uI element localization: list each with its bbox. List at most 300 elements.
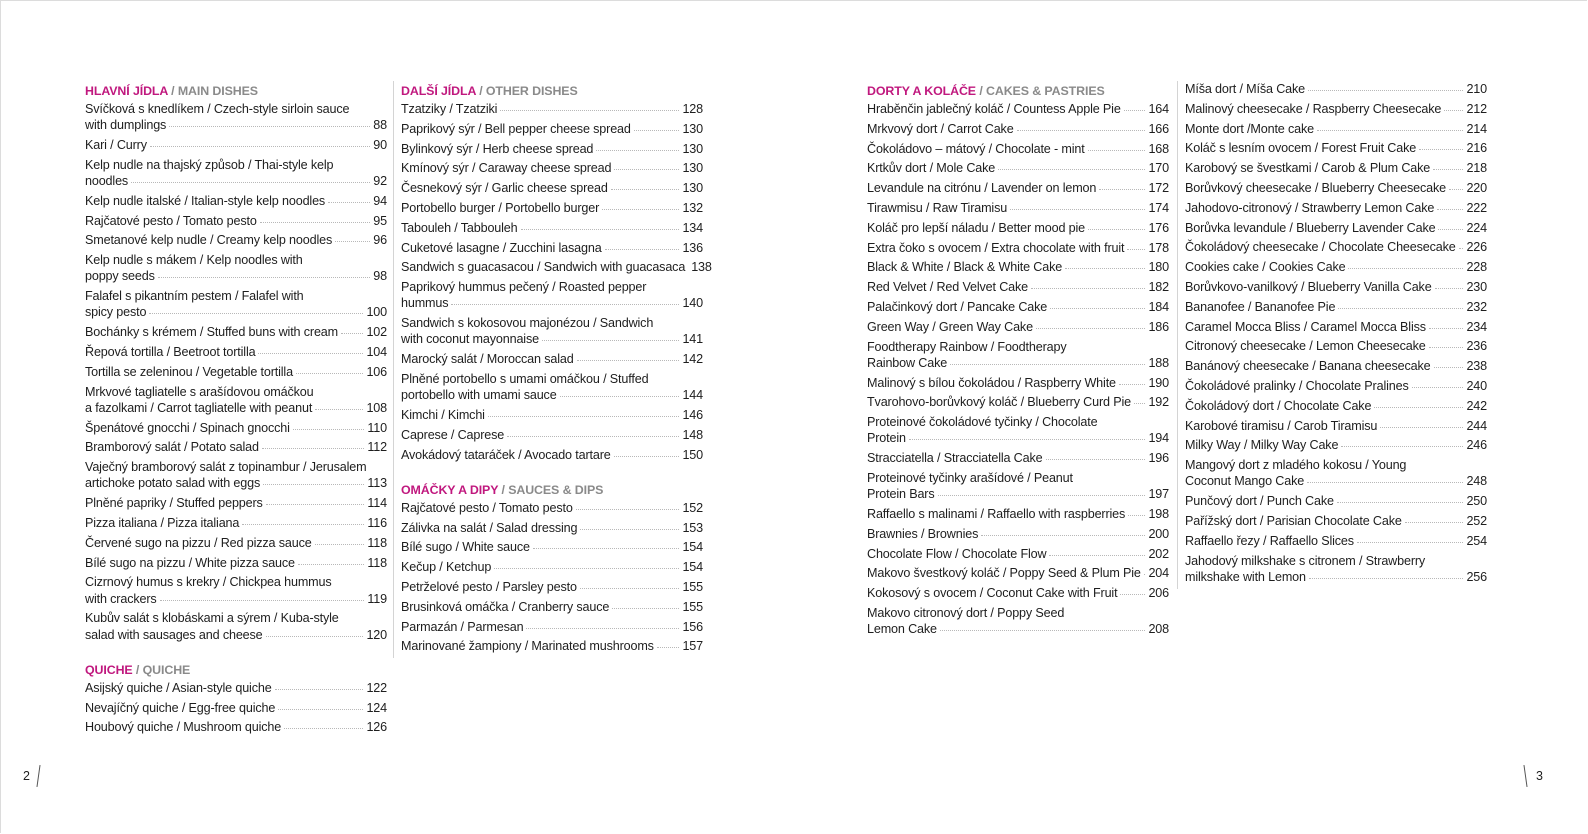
entry-page-number: 246 [1466,438,1487,453]
toc-entry[interactable] [401,520,703,536]
toc-entry[interactable] [401,220,703,236]
toc-section [85,82,387,643]
dot-leader [1031,287,1145,289]
toc-entry[interactable] [401,407,703,423]
toc-entry[interactable] [85,213,387,229]
entry-line [867,141,1169,157]
entry-page-number: 168 [1148,141,1169,156]
toc-entry[interactable] [1185,140,1487,156]
entry-page-number: 250 [1466,494,1487,509]
dot-leader [1434,366,1464,368]
entry-title: Čokoládový dort / Chocolate Cake [1185,398,1372,413]
dot-leader [500,109,679,111]
entry-title-line1: Proteinové tyčinky arašídové / Peanut [867,470,1073,485]
toc-entry[interactable] [1185,200,1487,216]
entry-line [401,160,703,176]
toc-entry[interactable] [85,535,387,551]
entry-page-number: 119 [367,591,387,606]
entry-line [867,101,1169,117]
entry-line [867,546,1169,562]
entry-title: Koláč pro lepší náladu / Better mood pie [867,220,1086,235]
dot-leader [296,372,364,374]
page-number-divider [1523,765,1527,787]
entry-page-number: 152 [682,500,703,515]
toc-entry[interactable] [85,232,387,248]
entry-line [401,101,703,117]
entry-title: Levandule na citrónu / Lavender on lemon [867,181,1097,196]
entry-title-line1: Proteinové čokoládové tyčinky / Chocolate [867,415,1098,430]
entry-line [1185,319,1487,335]
entry-title-line1: Jahodový milkshake s citronem / Strawberry [1185,553,1426,568]
entry-page-number: 190 [1148,375,1169,390]
toc-entry[interactable] [85,719,387,735]
entry-line [1185,437,1487,453]
entry-title: Petrželové pesto / Parsley pesto [401,579,577,594]
dot-leader [596,149,679,151]
dot-leader [293,428,365,430]
entry-title: Mrkvový dort / Carrot Cake [867,121,1014,136]
entry-title: Borůvkovo-vanilkový / Blueberry Vanilla Cake [1185,279,1432,294]
entry-line [401,141,703,157]
dot-leader [1017,129,1146,131]
entry-title-line1: Plněné portobello s umami omáčkou / Stuffed [401,371,649,386]
entry-page-number: 104 [366,344,387,359]
entry-title: salad with sausages and cheese [85,627,263,642]
toc-entry[interactable] [867,526,1169,542]
dot-leader [612,607,679,609]
entry-line [1185,569,1487,585]
entry-line [867,259,1169,275]
section-title-cz: DORTY A KOLÁČE [867,84,976,98]
entry-line [1185,121,1487,137]
entry-title: Kari / Curry [85,138,147,152]
entry-page-number: 182 [1148,280,1169,295]
toc-entry[interactable] [85,700,387,716]
entry-line [867,279,1169,295]
toc-entry[interactable] [401,279,703,311]
toc-entry[interactable] [867,605,1169,637]
entry-page-number: 148 [682,427,703,442]
entry-line [85,627,387,643]
dot-leader [940,629,1146,631]
entry-title-line1: Svíčková s knedlíkem / Czech-style sirloin sauce [85,102,350,116]
entry-page-number: 154 [682,540,703,555]
toc-entry[interactable] [85,157,387,189]
toc-entry[interactable] [867,546,1169,562]
entry-page-number: 116 [367,515,387,530]
dot-leader [1338,307,1463,309]
entry-page-number: 142 [682,352,703,367]
toc-entry[interactable] [401,619,703,635]
toc-entry[interactable] [85,193,387,209]
section-heading [401,82,703,100]
dot-leader [1144,573,1146,575]
toc-entry[interactable] [401,638,703,654]
entry-title: Black & White / Black & White Cake [867,260,1063,275]
entry-page-number: 136 [682,240,703,255]
toc-entry[interactable] [1185,220,1487,236]
toc-entry[interactable] [867,220,1169,236]
dot-leader [1357,541,1464,543]
toc-entry[interactable] [401,101,703,117]
entry-line [867,240,1169,256]
toc-entry[interactable] [867,101,1169,117]
entry-line [867,375,1169,391]
entry-page-number: 216 [1466,141,1487,156]
toc-entry[interactable] [1185,299,1487,315]
dot-leader [451,303,679,305]
entry-title: Rajčatové pesto / Tomato pesto [401,500,573,515]
entry-line [867,621,1169,637]
entry-line [401,180,703,196]
entry-page-number: 192 [1148,395,1169,410]
toc-entry[interactable] [867,141,1169,157]
entry-title: artichoke potato salad with eggs [85,476,261,491]
entry-line [1185,418,1487,434]
toc-entry[interactable] [85,610,387,642]
toc-entry[interactable] [85,344,387,360]
dot-leader [1412,386,1464,388]
entry-title: Česnekový sýr / Garlic cheese spread [401,181,608,196]
toc-entry[interactable] [401,351,703,367]
toc-entry[interactable] [867,450,1169,466]
entry-page-number: 222 [1466,200,1487,215]
dot-leader [263,483,364,485]
toc-entry[interactable] [1185,513,1487,529]
entry-line [85,439,387,455]
entry-title: Cookies cake / Cookies Cake [1185,260,1346,275]
entry-page-number: 106 [366,364,387,379]
entry-line [85,232,387,248]
toc-entry[interactable] [1185,239,1487,255]
entry-page-number: 138 [691,260,712,275]
section-title-en: QUICHE [142,662,191,677]
dot-leader [335,240,370,242]
toc-column-1 [85,81,387,739]
toc-entry[interactable] [867,585,1169,601]
toc-entry[interactable] [85,324,387,340]
entry-title: Citronový cheesecake / Lemon Cheesecake [1185,339,1426,354]
entry-line [1185,299,1487,315]
entry-page-number: 242 [1466,398,1487,413]
entry-line [867,585,1169,601]
dot-leader [526,627,679,629]
toc-entry[interactable] [1185,121,1487,137]
dot-leader [315,543,365,545]
entry-title: Nevajíčný quiche / Egg-free quiche [85,700,276,715]
toc-entry[interactable] [401,259,712,275]
toc-entry[interactable] [1185,398,1487,414]
section-heading [85,661,387,679]
toc-entry[interactable] [85,459,387,491]
entry-page-number: 234 [1466,319,1487,334]
toc-section [867,82,1169,637]
dot-leader [1099,188,1145,190]
entry-title: Paprikový sýr / Bell pepper cheese spread [401,121,631,136]
entry-page-number: 146 [682,407,703,422]
entry-page-number: 244 [1466,418,1487,433]
entry-line [401,447,703,463]
toc-entry[interactable] [401,180,703,196]
dot-leader [998,168,1145,170]
entry-title: Brusinková omáčka / Cranberry sauce [401,599,610,614]
entry-title: Malinový s bílou čokoládou / Raspberry White [867,375,1116,390]
section-title-separator: / [167,84,178,98]
entry-title: Raffaello s malinami / Raffaello with raspberries [867,506,1126,521]
entry-page-number: 100 [366,305,387,320]
entry-line [401,500,703,516]
entry-page-number: 256 [1466,569,1487,584]
dot-leader [284,727,363,729]
toc-entry[interactable] [85,680,387,696]
dot-leader [242,523,364,525]
toc-entry[interactable] [85,574,387,606]
page-number-right [1525,765,1543,787]
entry-line [401,599,703,615]
toc-entry[interactable] [85,420,387,436]
toc-entry[interactable] [867,240,1169,256]
entry-title: Banánový cheesecake / Banana cheesecake [1185,359,1431,374]
toc-entry[interactable] [1185,457,1487,489]
entry-line [1185,493,1487,509]
toc-entry[interactable] [401,500,703,516]
entry-page-number: 118 [367,555,387,570]
dot-leader [1128,514,1145,516]
entry-page-number: 226 [1466,240,1487,255]
dot-leader [1120,593,1145,595]
entry-page-number: 130 [682,121,703,136]
entry-title: Makovo švestkový koláč / Poppy Seed & Plum Pie [867,566,1141,581]
toc-entry[interactable] [401,559,703,575]
entry-title-line1: Vaječný bramborový salát z topinambur / Jerusalem [85,460,367,475]
toc-entry[interactable] [1185,418,1487,434]
toc-entry[interactable] [85,288,387,320]
entry-line [85,700,387,716]
dot-leader [1429,346,1464,348]
entry-line [867,486,1169,502]
toc-entry[interactable] [867,180,1169,196]
page-number-left [23,765,39,787]
entry-line [867,450,1169,466]
dot-leader [1308,89,1463,91]
toc-entry[interactable] [867,319,1169,335]
toc-entry[interactable] [1185,437,1487,453]
dot-leader [1050,307,1145,309]
toc-entry[interactable] [401,579,703,595]
entry-page-number: 130 [682,181,703,196]
entry-title: Tvarohovo-borůvkový koláč / Blueberry Curd Pie [867,395,1131,410]
entry-title: Pizza italiana / Pizza italiana [85,515,240,530]
entry-page-number: 238 [1466,359,1487,374]
entry-page-number: 98 [373,269,387,284]
entry-title: noodles [85,174,129,188]
entry-title: Punčový dort / Punch Cake [1185,494,1334,509]
dot-leader [158,276,371,278]
entry-page-number: 236 [1466,339,1487,354]
toc-entry[interactable] [85,101,387,133]
entry-page-number: 128 [682,102,703,116]
entry-title: Bílé sugo na pizzu / White pizza sauce [85,555,295,570]
entry-line [1185,338,1487,354]
dot-leader [150,145,370,147]
toc-entry[interactable] [1185,358,1487,374]
entry-line [85,475,387,491]
entry-line [1185,81,1487,97]
section-title-en: CAKES & PASTRIES [986,84,1105,98]
toc-entry[interactable] [1185,378,1487,394]
entry-title: Milky Way / Milky Way Cake [1185,438,1339,453]
dot-leader [533,547,680,549]
toc-entry[interactable] [867,565,1169,581]
toc-entry[interactable] [1185,338,1487,354]
entry-line [1185,473,1487,489]
toc-entry[interactable] [867,414,1169,446]
entry-line [85,719,387,735]
toc-entry[interactable] [85,495,387,511]
dot-leader [258,352,363,354]
toc-entry[interactable] [867,506,1169,522]
entry-title-line1: Falafel s pikantním pestem / Falafel with [85,289,304,304]
dot-leader [328,201,370,203]
dot-leader [605,248,680,250]
toc-entry[interactable] [401,599,703,615]
toc-entry[interactable] [1185,533,1487,549]
entry-page-number: 95 [373,213,387,228]
dot-leader [494,567,679,569]
toc-entry[interactable] [401,539,703,555]
entry-page-number: 170 [1148,161,1169,176]
toc-entry[interactable] [1185,553,1487,585]
dot-leader [560,395,680,397]
toc-entry[interactable] [867,279,1169,295]
toc-entry[interactable] [1185,493,1487,509]
entry-line [85,268,387,284]
toc-entry[interactable] [867,339,1169,371]
dot-leader [315,408,363,410]
entry-title: Protein [867,431,906,446]
toc-entry[interactable] [1185,160,1487,176]
toc-entry[interactable] [85,364,387,380]
toc-entry[interactable] [867,121,1169,137]
toc-entry[interactable] [401,141,703,157]
entry-page-number: 212 [1466,101,1487,116]
toc-entry[interactable] [401,371,703,403]
entry-line [85,515,387,531]
entry-title: Kelp nudle italské / Italian-style kelp noodles [85,193,326,208]
entry-title: portobello with umami sauce [401,388,557,403]
toc-entry[interactable] [867,299,1169,315]
entry-line [401,351,703,367]
entry-page-number: 228 [1466,260,1487,275]
toc-entry[interactable] [867,470,1169,502]
toc-entry[interactable] [401,427,703,443]
toc-entry[interactable] [1185,180,1487,196]
toc-entry[interactable] [401,240,703,256]
dot-leader [580,587,680,589]
entry-page-number: 186 [1148,319,1169,334]
dot-leader [1127,248,1145,250]
toc-entry[interactable] [1185,319,1487,335]
section-title-separator: / [475,84,486,98]
entry-line [401,259,712,275]
toc-entry[interactable] [867,200,1169,216]
entry-page-number: 90 [373,138,387,152]
entry-title: Marocký salát / Moroccan salad [401,352,574,367]
entry-page-number: 197 [1148,487,1169,502]
entry-title: Protein Bars [867,487,935,502]
entry-page-number: 200 [1148,526,1169,541]
entry-page-number: 232 [1466,299,1487,314]
dot-leader [1134,402,1145,404]
entry-page-number: 174 [1148,200,1169,215]
entry-page-number: 110 [367,420,387,435]
toc-entry[interactable] [1185,259,1487,275]
entry-line [85,400,387,416]
dot-leader [266,503,365,505]
toc-entry[interactable] [867,259,1169,275]
entry-title: Červené sugo na pizzu / Red pizza sauce [85,535,312,550]
dot-leader [1438,228,1463,230]
toc-entry[interactable] [85,439,387,455]
entry-title: Caprese / Caprese [401,427,505,442]
entry-line [1185,101,1487,117]
entry-line [401,619,703,635]
section-title-separator: / [498,482,509,497]
dot-leader [580,528,679,530]
toc-section [401,82,712,463]
entry-title: Řepová tortilla / Beetroot tortilla [85,344,256,359]
toc-entry[interactable] [401,315,703,347]
entry-page-number: 252 [1466,513,1487,528]
entry-title: Kimchi / Kimchi [401,407,485,422]
entry-title: Portobello burger / Portobello burger [401,200,600,215]
toc-entry[interactable] [401,447,703,463]
entry-title-line1: Sandwich s kokosovou majonézou / Sandwich [401,316,654,331]
toc-entry[interactable] [867,375,1169,391]
toc-entry[interactable] [85,515,387,531]
dot-leader [576,508,680,510]
toc-entry[interactable] [85,252,387,284]
page-number-divider [36,765,40,787]
entry-line [867,394,1169,410]
entry-title: Kmínový sýr / Caraway cheese spread [401,161,612,176]
toc-entry[interactable] [401,200,703,216]
toc-entry[interactable] [1185,101,1487,117]
entry-title-line1: Kelp nudle s mákem / Kelp noodles with [85,253,303,268]
dot-leader [1049,554,1145,556]
toc-section [85,661,387,736]
toc-entry[interactable] [1185,81,1487,97]
entry-title: Špenátové gnocchi / Spinach gnocchi [85,420,290,435]
toc-entry[interactable] [401,160,703,176]
toc-entry[interactable] [85,555,387,571]
entry-line [1185,220,1487,236]
dot-leader [981,534,1145,536]
entry-line [1185,513,1487,529]
entry-page-number: 155 [682,599,703,614]
toc-entry[interactable] [867,394,1169,410]
toc-entry[interactable] [401,121,703,137]
toc-entry[interactable] [867,160,1169,176]
entry-title: poppy seeds [85,269,155,284]
entry-title-line1: Cizrnový humus s krekry / Chickpea hummus [85,575,332,590]
dot-leader [1380,426,1463,428]
toc-entry[interactable] [85,137,387,153]
entry-page-number: 94 [373,193,387,208]
toc-entry[interactable] [1185,279,1487,295]
entry-title: Lemon Cake [867,622,937,637]
toc-entry[interactable] [85,384,387,416]
